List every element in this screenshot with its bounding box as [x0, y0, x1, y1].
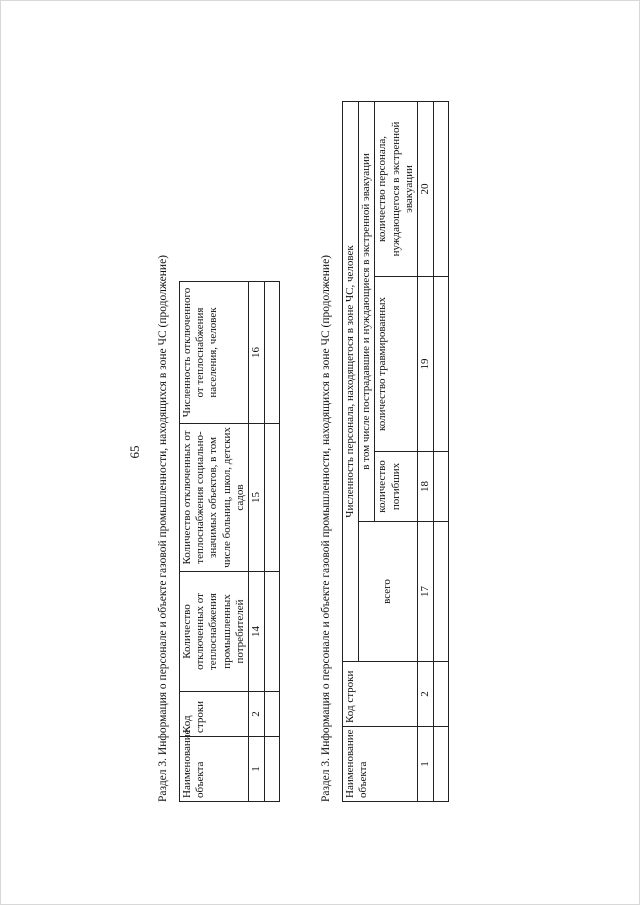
empty-cell — [434, 727, 449, 802]
section-a-table — [179, 281, 280, 802]
col-number: 17 — [417, 522, 433, 662]
col-number: 19 — [417, 277, 433, 452]
col-number: 15 — [248, 424, 264, 572]
col-number: 2 — [417, 662, 433, 727]
header-row-code: Код строки — [343, 662, 418, 727]
empty-cell — [265, 737, 280, 802]
empty-cell — [434, 277, 449, 452]
rotated-page — [127, 72, 505, 832]
section-b-title: Раздел 3. Информация о персонале и объекте газовой промышленности, находящихся в зоне ЧС (продолжение) — [320, 254, 332, 802]
header-personnel-group: Численность персонала, находящегося в зоне ЧС, человек — [343, 101, 359, 661]
col-number: 18 — [417, 452, 433, 522]
header-victims-subgroup: в том числе пострадавшие и нуждающиеся в экстренной эвакуации — [359, 101, 375, 521]
empty-cell — [434, 452, 449, 522]
col-number: 16 — [248, 282, 264, 424]
empty-cell — [265, 692, 280, 737]
col-number: 20 — [417, 101, 433, 276]
col-number: 1 — [417, 727, 433, 802]
section-b-header-row-1 — [343, 101, 359, 801]
section-a-empty-row — [265, 282, 280, 802]
header-total: всего — [359, 522, 418, 662]
page-number: 65 — [127, 445, 142, 459]
col-number: 14 — [248, 572, 264, 692]
header-row-code: Код строки — [180, 692, 249, 737]
header-object-name: Наименование объекта — [343, 727, 418, 802]
header-social-objects: Количество отключенных от теплоснабжения социально-значимых объектов, в том числе больниц, школ, детских садов — [180, 424, 249, 572]
section-b-empty-row — [434, 101, 449, 801]
section-b-number-row — [417, 101, 433, 801]
header-dead: количество погибших — [375, 452, 418, 522]
empty-cell — [265, 572, 280, 692]
empty-cell — [434, 662, 449, 727]
header-injured: количество травмированных — [375, 277, 418, 452]
section-b-table — [342, 101, 449, 802]
col-number: 1 — [248, 737, 264, 802]
section-a-number-row — [248, 282, 264, 802]
col-number: 2 — [248, 692, 264, 737]
empty-cell — [434, 101, 449, 276]
section-a-header-row — [180, 282, 249, 802]
header-industrial-consumers: Количество отключенных от теплоснабжения промышленных потребителей — [180, 572, 249, 692]
header-object-name: Наименование объекта — [180, 737, 249, 802]
section-a-title: Раздел 3. Информация о персонале и объекте газовой промышленности, находящихся в зоне ЧС (продолжение) — [157, 254, 169, 802]
header-evacuation: количество персонала, нуждающегося в экстренной эвакуации — [375, 101, 418, 276]
empty-cell — [265, 282, 280, 424]
header-population: Численность отключенного от теплоснабжения населения, человек — [180, 282, 249, 424]
empty-cell — [434, 522, 449, 662]
empty-cell — [265, 424, 280, 572]
